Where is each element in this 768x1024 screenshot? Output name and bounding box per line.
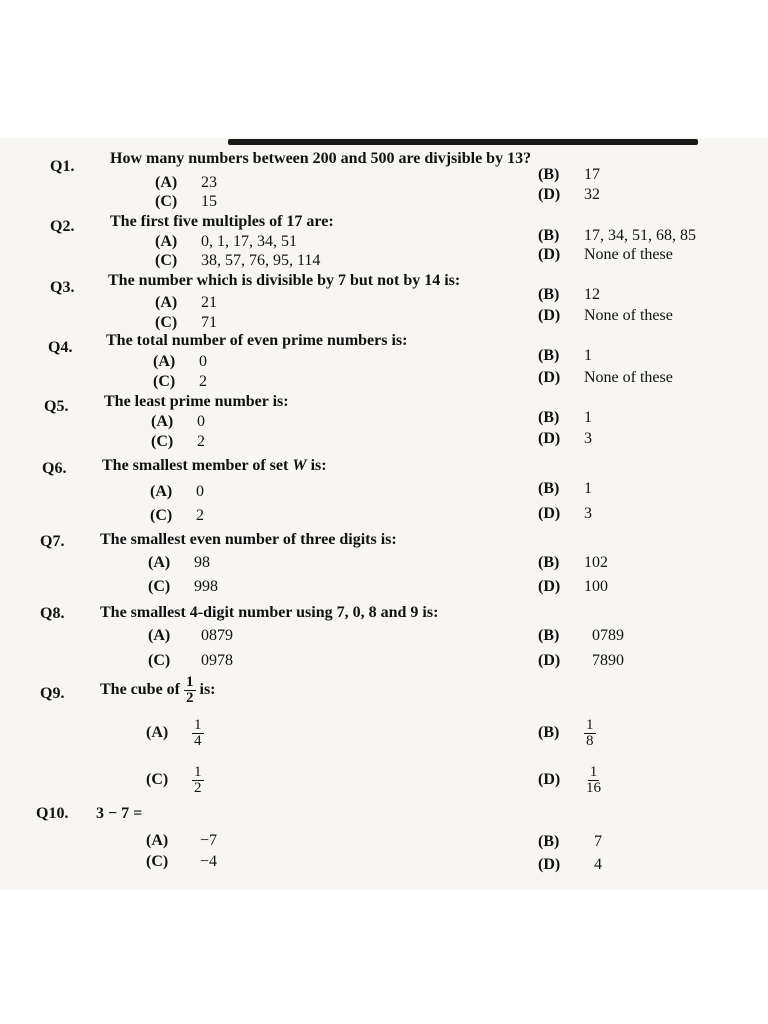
- option-d[interactable]: (D) 4: [538, 856, 602, 873]
- option-c[interactable]: (C) 38, 57, 76, 95, 114: [155, 252, 321, 269]
- option-d[interactable]: (D) 3: [538, 505, 592, 522]
- question-text: The number which is divisible by 7 but not by 14 is:: [108, 272, 461, 289]
- option-c[interactable]: (C) $\frac{1}{2}$: [146, 764, 202, 796]
- question-number: Q5.: [44, 398, 69, 415]
- option-c[interactable]: (C) 2: [150, 507, 204, 524]
- question-text: How many numbers between 200 and 500 are divjsible by 13?: [110, 150, 532, 167]
- question-text: The total number of even prime numbers is:: [106, 332, 408, 349]
- option-a[interactable]: (A) 23: [155, 174, 217, 191]
- option-a[interactable]: (A) 0: [150, 483, 204, 500]
- question-text: The first five multiples of 17 are:: [110, 213, 334, 230]
- fraction: $\frac{1}{4}$: [194, 717, 202, 749]
- option-b[interactable]: (B) 17, 34, 51, 68, 85: [538, 227, 696, 244]
- question-text: The smallest even number of three digits is:: [100, 531, 397, 548]
- option-c[interactable]: (C) 0978: [148, 652, 233, 669]
- fraction: $\frac{1}{2}$: [194, 764, 202, 796]
- option-a[interactable]: (A) 21: [155, 294, 217, 311]
- option-b[interactable]: (B) 0789: [538, 627, 624, 644]
- option-d[interactable]: (D) 100: [538, 578, 608, 595]
- option-a[interactable]: (A) 0: [153, 353, 207, 370]
- set-variable: W: [292, 457, 307, 474]
- option-d[interactable]: (D) $\frac{1}{16}$: [538, 764, 601, 796]
- option-b[interactable]: (B) 102: [538, 554, 608, 571]
- option-b[interactable]: (B) 7: [538, 833, 602, 850]
- fraction: $\frac{1}{16}$: [586, 764, 601, 796]
- option-b[interactable]: (B) $\frac{1}{8}$: [538, 717, 594, 749]
- option-a[interactable]: (A) 0: [151, 413, 205, 430]
- header-rule: [228, 139, 698, 145]
- option-d[interactable]: (D) 3: [538, 430, 592, 447]
- question-number: Q7.: [40, 533, 65, 550]
- option-c[interactable]: (C) 15: [155, 193, 217, 210]
- option-c[interactable]: (C) 2: [153, 373, 207, 390]
- question-text: The cube of $\frac{1}{2}$ is:: [100, 674, 216, 706]
- question-number: Q2.: [50, 218, 75, 235]
- option-b[interactable]: (B) 1: [538, 409, 592, 426]
- question-text: The smallest member of set W is:: [102, 457, 327, 474]
- option-a[interactable]: (A) −7: [146, 832, 218, 849]
- option-d[interactable]: (D) None of these: [538, 369, 673, 386]
- question-number: Q9.: [40, 685, 65, 702]
- option-a[interactable]: (A) $\frac{1}{4}$: [146, 717, 202, 749]
- option-d[interactable]: (D) None of these: [538, 246, 673, 263]
- question-number: Q4.: [48, 339, 73, 356]
- option-c[interactable]: (C) 998: [148, 578, 218, 595]
- fraction: $\frac{1}{8}$: [586, 717, 594, 749]
- option-d[interactable]: (D) None of these: [538, 307, 673, 324]
- question-text: 3 − 7 =: [96, 805, 143, 822]
- option-b[interactable]: (B) 1: [538, 480, 592, 497]
- option-b[interactable]: (B) 17: [538, 166, 600, 183]
- option-d[interactable]: (D) 7890: [538, 652, 624, 669]
- option-a[interactable]: (A) 98: [148, 554, 210, 571]
- question-text: The least prime number is:: [104, 393, 289, 410]
- question-number: Q8.: [40, 605, 65, 622]
- question-number: Q1.: [50, 158, 75, 175]
- option-c[interactable]: (C) −4: [146, 853, 218, 870]
- option-b[interactable]: (B) 1: [538, 347, 592, 364]
- option-b[interactable]: (B) 12: [538, 286, 600, 303]
- option-d[interactable]: (D) 32: [538, 186, 600, 203]
- question-number: Q6.: [42, 460, 67, 477]
- question-number: Q10.: [36, 805, 69, 822]
- option-a[interactable]: (A) 0879: [148, 627, 233, 644]
- option-a[interactable]: (A) 0, 1, 17, 34, 51: [155, 233, 297, 250]
- option-c[interactable]: (C) 2: [151, 433, 205, 450]
- question-text: The smallest 4-digit number using 7, 0, 8 and 9 is:: [100, 604, 439, 621]
- question-number: Q3.: [50, 279, 75, 296]
- fraction: $\frac{1}{2}$: [186, 674, 194, 706]
- option-c[interactable]: (C) 71: [155, 314, 217, 331]
